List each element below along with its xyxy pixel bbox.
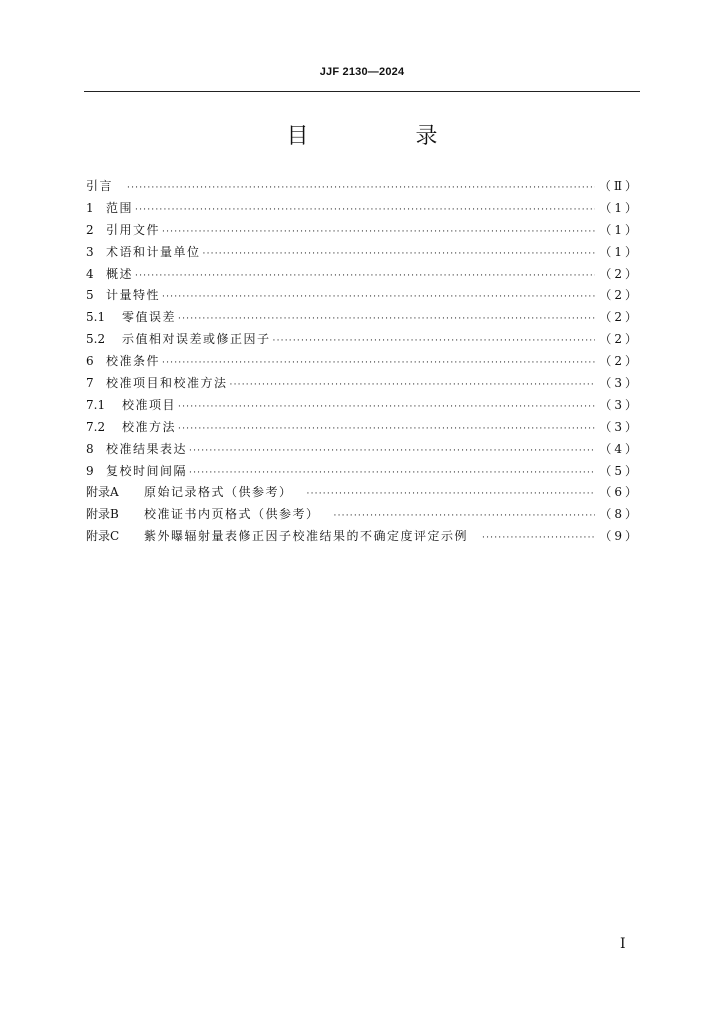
toc-entry-label: 校准结果表达	[106, 441, 188, 456]
dot-leader	[162, 222, 595, 244]
toc-entry-page: （9）	[599, 529, 640, 544]
toc-entry-number: 附录A	[86, 485, 119, 500]
toc-entry-number: 7.1	[86, 397, 106, 412]
dot-leader	[307, 484, 596, 506]
toc-entry-7-2[interactable]	[86, 417, 640, 439]
header-rule	[84, 91, 640, 92]
toc-title: 目 录	[286, 124, 488, 149]
toc-entry-1[interactable]	[86, 198, 640, 220]
toc-entry-label: 概述	[106, 266, 134, 281]
toc-entry-number: 5	[86, 288, 94, 303]
toc-entry-page: （3）	[599, 376, 640, 391]
toc-entry-page: （1）	[599, 244, 640, 259]
toc-entry-5-2[interactable]	[86, 329, 640, 351]
toc-entry-7[interactable]	[86, 373, 640, 395]
dot-leader	[203, 244, 596, 266]
toc-entry-number: 1	[86, 200, 94, 215]
toc-entry-appendix-b[interactable]	[86, 504, 640, 526]
toc-entry-page: （3）	[599, 397, 640, 412]
toc-entry-page: （2）	[599, 332, 640, 347]
dot-leader	[230, 375, 596, 397]
toc-entry-number: 附录B	[86, 507, 119, 522]
toc-entry-page: （4）	[599, 441, 640, 456]
dot-leader	[135, 200, 595, 222]
toc-entry-label: 紫外曝辐射量表修正因子校准结果的不确定度评定示例	[144, 529, 469, 544]
toc-entry-page: （Ⅱ）	[598, 179, 640, 193]
toc-entry-number: 9	[86, 463, 94, 478]
document-code-header: JJF 2130—2024	[319, 66, 405, 78]
toc-entry-3[interactable]	[86, 242, 640, 264]
toc-entry-page: （8）	[599, 507, 640, 522]
dot-leader	[273, 331, 596, 353]
toc-entry-foreword[interactable]	[86, 176, 640, 198]
toc-entry-label: 引言	[86, 179, 114, 193]
toc-entry-page: （6）	[599, 485, 640, 500]
toc-entry-number: 附录C	[86, 529, 120, 544]
toc-entry-label: 示值相对误差或修正因子	[122, 332, 271, 347]
dot-leader	[127, 178, 595, 200]
toc-entry-appendix-c[interactable]	[86, 526, 640, 548]
toc-entry-7-1[interactable]	[86, 395, 640, 417]
toc-entry-5-1[interactable]	[86, 307, 640, 329]
toc-entry-label: 计量特性	[106, 288, 161, 303]
toc-entry-number: 8	[86, 441, 94, 456]
toc-entry-number: 5.2	[86, 332, 106, 347]
toc-entry-8[interactable]	[86, 439, 640, 461]
toc-entry-page: （2）	[599, 354, 640, 369]
dot-leader	[334, 506, 596, 528]
toc-entry-4[interactable]	[86, 264, 640, 286]
toc-entry-9[interactable]	[86, 461, 640, 483]
toc-entry-page: （2）	[599, 266, 640, 281]
toc-entry-page: （5）	[599, 463, 640, 478]
toc-entry-number: 7.2	[86, 419, 106, 434]
toc-entry-number: 7	[86, 376, 94, 391]
toc-entry-label: 校准证书内页格式（供参考）	[144, 507, 320, 522]
toc-entry-label: 零值误差	[122, 310, 177, 325]
dot-leader	[189, 441, 595, 463]
dot-leader	[162, 353, 595, 375]
toc-entry-label: 范围	[106, 200, 134, 215]
toc-entry-number: 4	[86, 266, 94, 281]
dot-leader	[135, 266, 595, 288]
toc-entry-appendix-a[interactable]	[86, 482, 640, 504]
toc-entry-page: （1）	[599, 200, 640, 215]
toc-entry-label: 校准方法	[122, 419, 177, 434]
toc-entry-label: 原始记录格式（供参考）	[144, 485, 293, 500]
dot-leader	[162, 287, 595, 309]
toc-entry-5[interactable]	[86, 285, 640, 307]
toc-entry-page: （2）	[599, 288, 640, 303]
dot-leader	[178, 397, 595, 419]
dot-leader	[178, 309, 595, 331]
toc-entry-label: 校准条件	[106, 354, 161, 369]
dot-leader	[178, 419, 595, 441]
toc-entry-2[interactable]	[86, 220, 640, 242]
toc-entry-number: 2	[86, 222, 94, 237]
toc-entry-page: （1）	[599, 222, 640, 237]
toc-entry-number: 5.1	[86, 310, 106, 325]
toc-entry-label: 校准项目	[122, 397, 177, 412]
page-number: I	[620, 936, 626, 952]
dot-leader	[482, 528, 595, 550]
toc-entry-label: 引用文件	[106, 222, 161, 237]
toc-entry-page: （2）	[599, 310, 640, 325]
toc-entry-number: 3	[86, 244, 94, 259]
toc-entry-label: 校准项目和校准方法	[106, 376, 228, 391]
dot-leader	[189, 463, 595, 485]
toc-entry-page: （3）	[599, 419, 640, 434]
toc-entry-number: 6	[86, 354, 94, 369]
toc-entry-label: 术语和计量单位	[106, 244, 201, 259]
toc-entry-label: 复校时间间隔	[106, 463, 188, 478]
toc-entry-6[interactable]	[86, 351, 640, 373]
table-of-contents	[86, 176, 640, 548]
